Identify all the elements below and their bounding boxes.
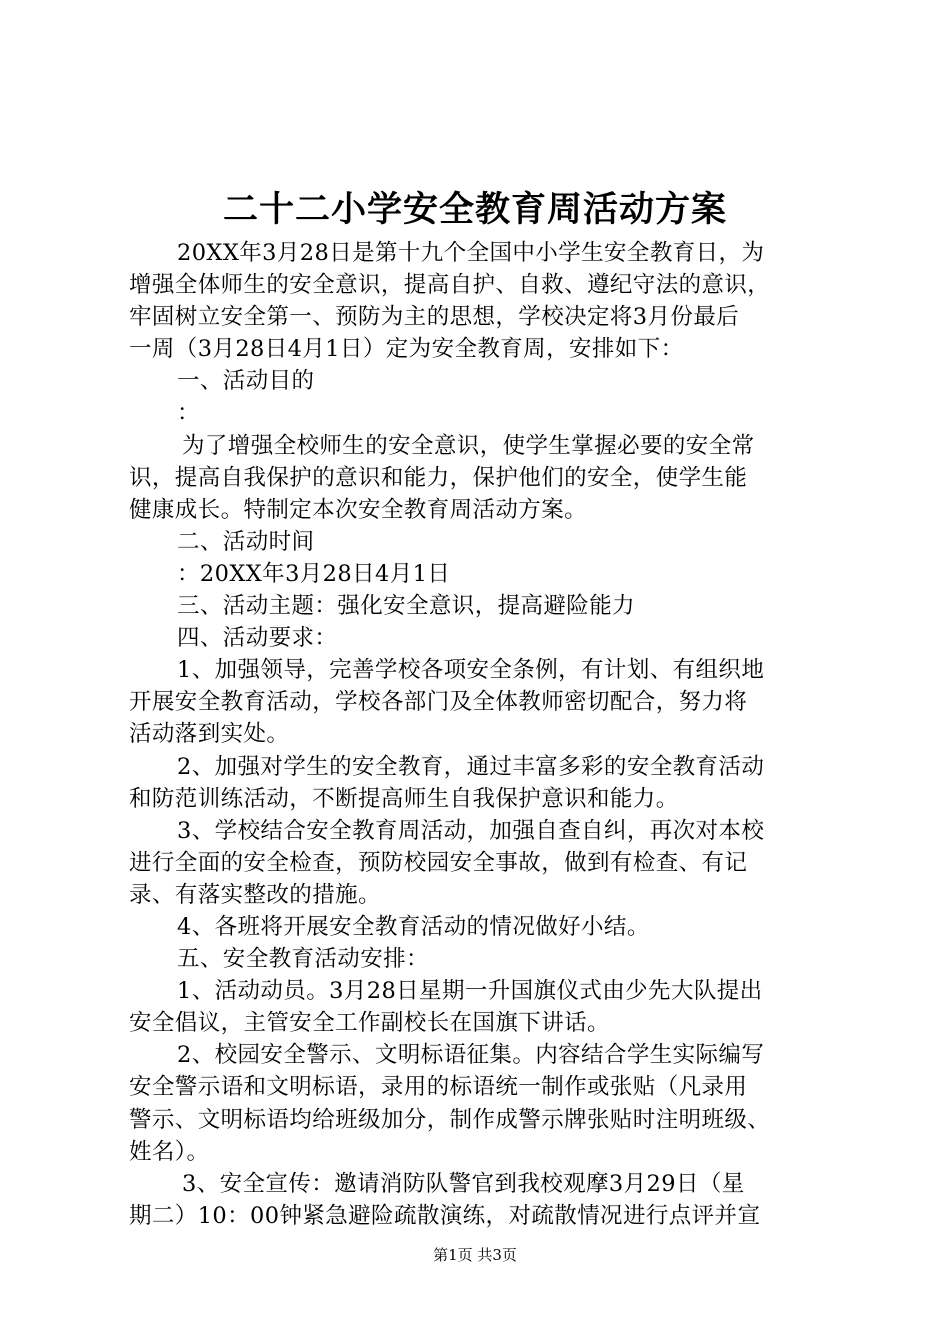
text-line: 牢固树立安全第一、预防为主的思想，学校决定将3月份最后 xyxy=(129,304,740,331)
text-line: 期二）10：00钟紧急避险疏散演练，对疏散情况进行点评并宣 xyxy=(129,1202,761,1229)
text-line: 1、加强领导，完善学校各项安全条例，有计划、有组织地 xyxy=(177,657,765,684)
section-heading: 二、活动时间 xyxy=(177,528,315,555)
text-line: 2、校园安全警示、文明标语征集。内容结合学生实际编写 xyxy=(177,1042,765,1069)
text-line: 警示、文明标语均给班级加分，制作成警示牌张贴时注明班级、 xyxy=(129,1106,771,1133)
text-line: 开展安全教育活动，学校各部门及全体教师密切配合，努力将 xyxy=(129,689,748,716)
page-number: 第1页 共3页 xyxy=(433,1246,517,1264)
text-line: 4、各班将开展安全教育活动的情况做好小结。 xyxy=(177,913,650,940)
text-line: 3、安全宣传：邀请消防队警官到我校观摩3月29日（星 xyxy=(182,1170,745,1197)
text-line: 安全倡议，主管安全工作副校长在国旗下讲话。 xyxy=(129,1010,610,1037)
text-line: 1、活动动员。3月28日星期一升国旗仪式由少先大队提出 xyxy=(177,978,763,1005)
text-line: 安全警示语和文明标语，录用的标语统一制作或张贴（凡录用 xyxy=(129,1074,748,1101)
text-line: ：20XX年3月28日4月1日 xyxy=(177,560,451,587)
text-line: 3、学校结合安全教育周活动，加强自查自纠，再次对本校 xyxy=(177,817,765,844)
section-heading: 一、活动目的 xyxy=(177,368,315,395)
text-line: 活动落到实处。 xyxy=(129,721,290,748)
section-heading: 三、活动主题：强化安全意识，提高避险能力 xyxy=(177,593,636,620)
text-line: 增强全体师生的安全意识，提高自护、自救、遵纪守法的意识， xyxy=(129,272,771,299)
text-line: 为了增强全校师生的安全意识，使学生掌握必要的安全常 xyxy=(182,432,755,459)
text-line: 一周（3月28日4月1日）定为安全教育周，安排如下： xyxy=(129,336,684,363)
page-title: 二十二小学安全教育周活动方案 xyxy=(222,189,727,230)
document-body xyxy=(129,237,835,1232)
text-line: 识，提高自我保护的意识和能力，保护他们的安全，使学生能 xyxy=(129,464,748,491)
section-heading: 四、活动要求： xyxy=(177,625,338,652)
text-line: ： xyxy=(177,400,200,427)
text-line: 录、有落实整改的措施。 xyxy=(129,881,381,908)
section-heading: 五、安全教育活动安排： xyxy=(177,946,429,973)
text-line: 姓名）。 xyxy=(129,1138,210,1165)
text-line: 健康成长。特制定本次安全教育周活动方案。 xyxy=(129,496,588,523)
text-line: 2、加强对学生的安全教育，通过丰富多彩的安全教育活动 xyxy=(177,753,765,780)
text-line: 和防范训练活动，不断提高师生自我保护意识和能力。 xyxy=(129,785,679,812)
text-line: 进行全面的安全检查，预防校园安全事故，做到有检查、有记 xyxy=(129,849,748,876)
text-line: 20XX年3月28日是第十九个全国中小学生安全教育日，为 xyxy=(177,240,765,266)
